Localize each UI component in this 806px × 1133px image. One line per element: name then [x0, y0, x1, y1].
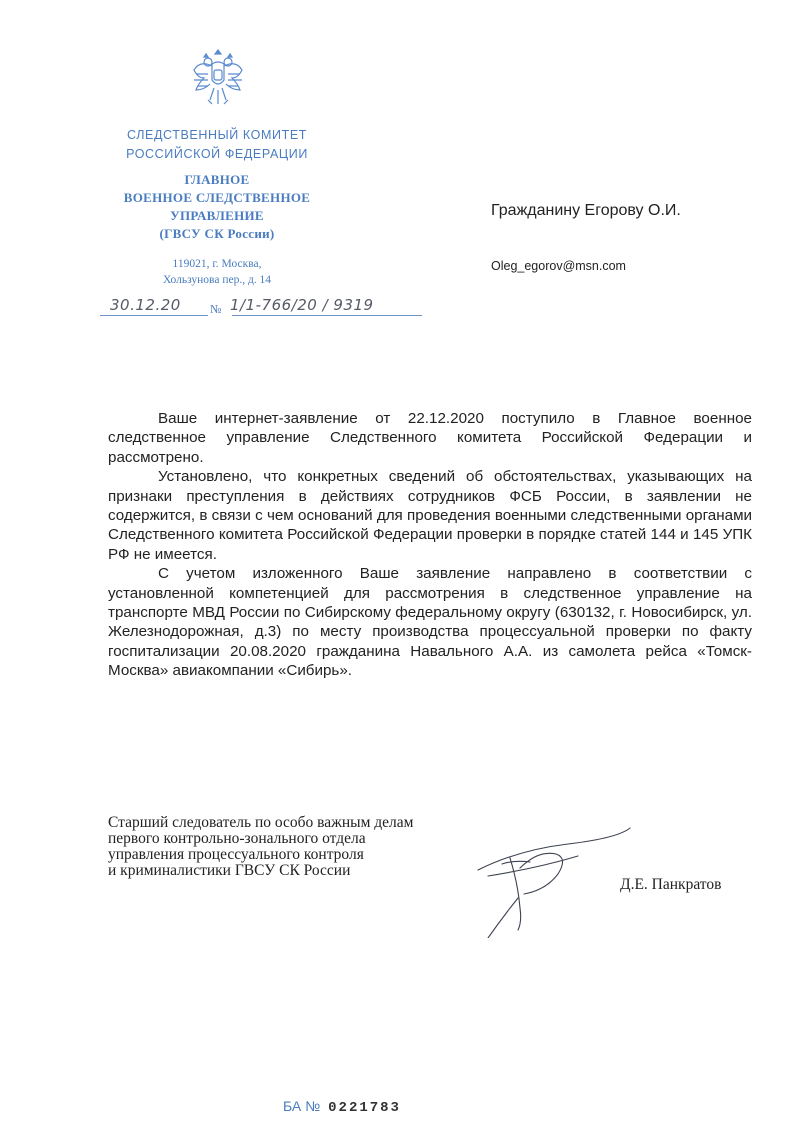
recipient-name: Гражданину Егорову О.И.	[491, 202, 681, 219]
paragraph: С учетом изложенного Ваше заявление направлено в соответствии с установленной компетенцией для рассмотрения в следственное управление на транспорте МВД России по Сибирскому федеральному округу (630132, г. Новосибирск, ул. Железнодорожная, д.3) по месту производства процессуальной проверки по факту госпитализации 20.08.2020 гражданина Навального А.А. из самолета рейса «Томск-Москва» авиакомпании «Сибирь».	[108, 565, 752, 680]
address-line: 119021, г. Москва,	[172, 258, 262, 270]
handwritten-signature-icon	[458, 798, 638, 938]
dept-line: ГЛАВНОЕ	[184, 172, 250, 187]
registration-line	[100, 296, 430, 320]
form-number	[283, 1098, 401, 1116]
registration-number: 1/1-766/20 / 9319	[230, 296, 374, 314]
letter-body	[108, 409, 752, 681]
title-line: управления процессуального контроля	[108, 846, 364, 863]
title-line: Старший следователь по особо важным делам	[108, 814, 414, 831]
number-sign: №	[210, 302, 222, 316]
organization-name	[100, 126, 334, 164]
dept-line: УПРАВЛЕНИЕ	[170, 208, 264, 223]
signatory-name: Д.Е. Панкратов	[620, 876, 722, 893]
recipient-email: Oleg_egorov@msn.com	[491, 259, 626, 273]
form-label: БА №	[283, 1098, 321, 1114]
double-headed-eagle-emblem-icon	[190, 44, 246, 108]
form-serial: 0221783	[328, 1100, 401, 1116]
title-line: первого контрольно-зонального отдела	[108, 830, 366, 847]
sender-address	[120, 256, 314, 288]
registration-date: 30.12.20	[110, 296, 181, 314]
paragraph: Ваше интернет-заявление от 22.12.2020 поступило в Главное военное следственное управление Следственного комитета Российской Федерации и рассмотрено.	[108, 410, 752, 466]
address-line: Хользунова пер., д. 14	[162, 274, 272, 286]
signatory-title	[108, 815, 508, 879]
title-line: и криминалистики ГВСУ СК России	[108, 862, 351, 879]
date-underline	[100, 315, 208, 316]
org-line: РОССИЙСКОЙ ФЕДЕРАЦИИ	[126, 147, 308, 161]
dept-line: ВОЕННОЕ СЛЕДСТВЕННОЕ	[123, 190, 311, 205]
number-underline	[232, 315, 422, 316]
dept-line: (ГВСУ СК России)	[159, 226, 275, 241]
department-name	[100, 171, 334, 243]
paragraph: Установлено, что конкретных сведений об обстоятельствах, указывающих на признаки преступления в действиях сотрудников ФСБ России, в заявлении не содержится, в связи с чем оснований для проведения военными следственными органами Следственного комитета Российской Федерации проверки в порядке статей 144 и 145 УПК РФ не имеется.	[108, 468, 752, 563]
org-line: СЛЕДСТВЕННЫЙ КОМИТЕТ	[127, 128, 307, 142]
